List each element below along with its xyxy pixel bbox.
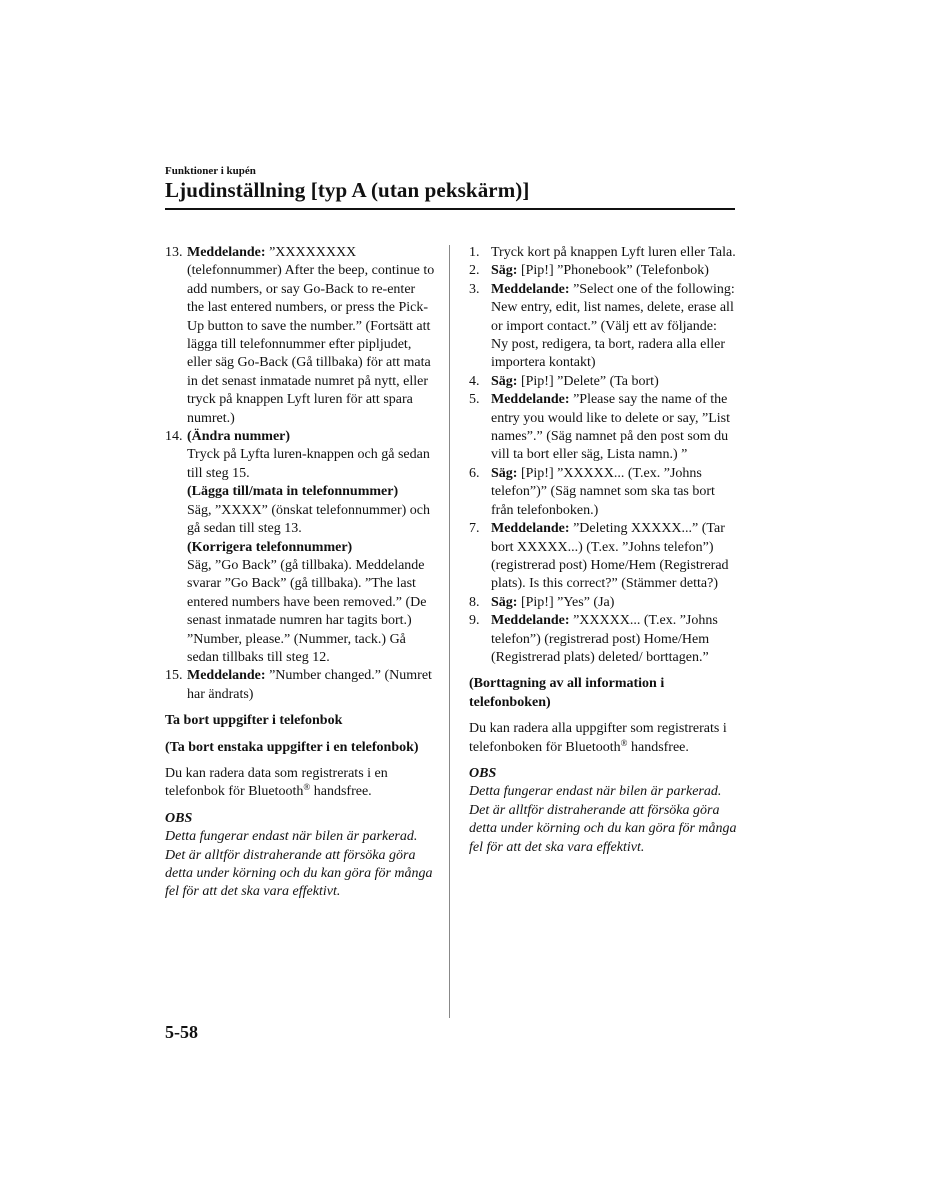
- section-label: Funktioner i kupén: [165, 165, 256, 177]
- item-body: [Pip!] ”XXXXX... (T.ex. ”Johns telefon”)” (Säg namnet som ska tas bort från telefonboken.): [491, 465, 715, 518]
- item-text: [491, 465, 737, 520]
- item-body: ”XXXXX... (T.ex. ”Johns telefon”) (registrerad post) Home/Hem (Registrerad plats) deleted/ borttagen.”: [491, 613, 718, 665]
- item-number: 14.: [165, 429, 183, 445]
- paragraph-text: Du kan radera data som registrerats i en telefonbok för Bluetooth: [165, 765, 388, 800]
- item-number: 13.: [165, 245, 183, 260]
- page-title: Ljudinställning [typ A (utan pekskärm)]: [165, 178, 530, 202]
- item-number: 7.: [469, 521, 480, 537]
- list-item: [469, 281, 737, 373]
- steps-list: [469, 244, 737, 667]
- list-item: [469, 244, 737, 262]
- column-divider: [449, 245, 450, 1018]
- item-text: [187, 428, 435, 667]
- item-text: [491, 373, 737, 391]
- item-text: [187, 667, 435, 704]
- item-body: ”XXXXXXXX (telefonnummer) After the beep, continue to add numbers, or say Go-Back to re-enter the last entered numbers, or press the Pick-Up button to save the number.” (Fortsätt att lägga till telefonnummer efter pipljudet, eller säg Go-Back (Gå tillbaka) för att mata in det senast inmatade numret på nytt, eller tryck på knappen Lyft luren för att spara numret.): [187, 245, 435, 426]
- item-label: Säg:: [491, 465, 518, 481]
- item-number: 4.: [469, 373, 480, 389]
- list-item-15: [165, 667, 435, 704]
- item-text: [491, 281, 737, 373]
- note-title: OBS: [469, 765, 497, 781]
- paragraph: [469, 720, 737, 757]
- item-sublabel: (Korrigera telefonnummer): [187, 539, 353, 555]
- note-text: Detta fungerar endast när bilen är parkerad. Det är alltför distraherande att försöka göra detta under körning och du kan göra för många fel för att det ska vara effektivt.: [469, 784, 737, 855]
- list-item: [469, 612, 737, 667]
- item-text: [491, 262, 737, 280]
- page-number: 5-58: [165, 1022, 198, 1042]
- item-body: [Pip!] ”Phonebook” (Telefonbok): [517, 263, 709, 279]
- item-body: Tryck på Lyfta luren-knappen och gå sedan till steg 15.: [187, 447, 430, 481]
- list-item-14: [165, 428, 435, 667]
- item-number: 15.: [165, 668, 183, 684]
- list-item: [469, 391, 737, 465]
- item-label: Meddelande:: [491, 521, 570, 537]
- item-body: ”Deleting XXXXX...” (Tar bort XXXXX...) (T.ex. ”Johns telefon”) (registrerad post) Home/Hem (Registrerad plats). Is this correct?” (Stämmer detta?): [491, 521, 729, 592]
- paragraph: [165, 765, 435, 802]
- item-text: [491, 520, 737, 594]
- item-sublabel: (Lägga till/mata in telefonnummer): [187, 484, 399, 500]
- item-number: 1.: [469, 245, 480, 260]
- paragraph-text: Du kan radera alla uppgifter som registrerats i telefonboken för Bluetooth: [469, 721, 727, 755]
- list-item: [469, 373, 737, 391]
- item-body: Säg, ”XXXX” (önskat telefonnummer) och gå sedan till steg 13.: [187, 502, 430, 537]
- item-label: (Ändra nummer): [187, 429, 291, 445]
- right-column: [469, 244, 737, 857]
- item-body: ”Select one of the following: New entry, edit, list names, delete, erase all or import contact.” (Välj ett av följande: Ny post, redigera, ta bort, radera alla eller importera kontakt): [491, 281, 735, 371]
- item-body: ”Please say the name of the entry you would like to delete or say, ”List names”.” (Säg namnet på den post som du vill ta bort eller säg, Lista namn.) ”: [491, 392, 730, 463]
- item-label: Säg:: [491, 263, 518, 279]
- list-item: [469, 594, 737, 612]
- item-number: 3.: [469, 281, 480, 297]
- item-text: [491, 391, 737, 465]
- item-number: 6.: [469, 465, 480, 481]
- item-number: 9.: [469, 613, 480, 629]
- item-body: Säg, ”Go Back” (gå tillbaka). Meddelande svarar ”Go Back” (gå tillbaka). ”The last entered numbers have been removed.” (De senast inmatade numren har tagits bort.) ”Number, please.” (Nummer, tack.) Gå sedan tillbaks till steg 12.: [187, 557, 427, 665]
- item-text: [187, 244, 435, 428]
- paragraph-text-end: handsfree.: [627, 739, 689, 755]
- left-column: [165, 244, 435, 902]
- item-number: 8.: [469, 594, 480, 610]
- item-text: [491, 594, 737, 612]
- item-body: [Pip!] ”Delete” (Ta bort): [517, 373, 659, 389]
- item-label: Meddelande:: [491, 613, 570, 629]
- registered-mark: ®: [303, 782, 311, 793]
- item-body: ”Number changed.” (Numret har ändrats): [187, 668, 432, 702]
- subsection-heading: (Ta bort enstaka uppgifter i en telefonbok): [165, 739, 419, 755]
- section-heading: Ta bort uppgifter i telefonbok: [165, 713, 343, 729]
- item-label: Säg:: [491, 594, 518, 610]
- note-title: OBS: [165, 810, 193, 826]
- item-body: [Pip!] ”Yes” (Ja): [517, 594, 615, 610]
- item-number: 5.: [469, 392, 480, 408]
- item-label: Meddelande:: [187, 668, 266, 684]
- title-rule: [165, 208, 735, 210]
- item-label: Säg:: [491, 373, 518, 389]
- item-label: Meddelande:: [187, 245, 266, 260]
- item-label: Meddelande:: [491, 392, 570, 408]
- list-item-13: [165, 244, 435, 428]
- item-label: Meddelande:: [491, 281, 570, 297]
- item-text: [491, 612, 737, 667]
- subsection-heading: (Borttagning av all information i telefonboken): [469, 676, 665, 710]
- item-text: [491, 244, 737, 262]
- list-item: [469, 465, 737, 520]
- paragraph-text-end: handsfree.: [310, 784, 372, 800]
- list-item: [469, 520, 737, 594]
- registered-mark: ®: [620, 737, 628, 748]
- item-body: Tryck kort på knappen Lyft luren eller Tala.: [491, 245, 736, 260]
- list-item: [469, 262, 737, 280]
- item-number: 2.: [469, 263, 480, 279]
- note-text: Detta fungerar endast när bilen är parkerad. Det är alltför distraherande att försöka göra detta under körning och du kan göra för många fel för att det ska vara effektivt.: [165, 829, 433, 900]
